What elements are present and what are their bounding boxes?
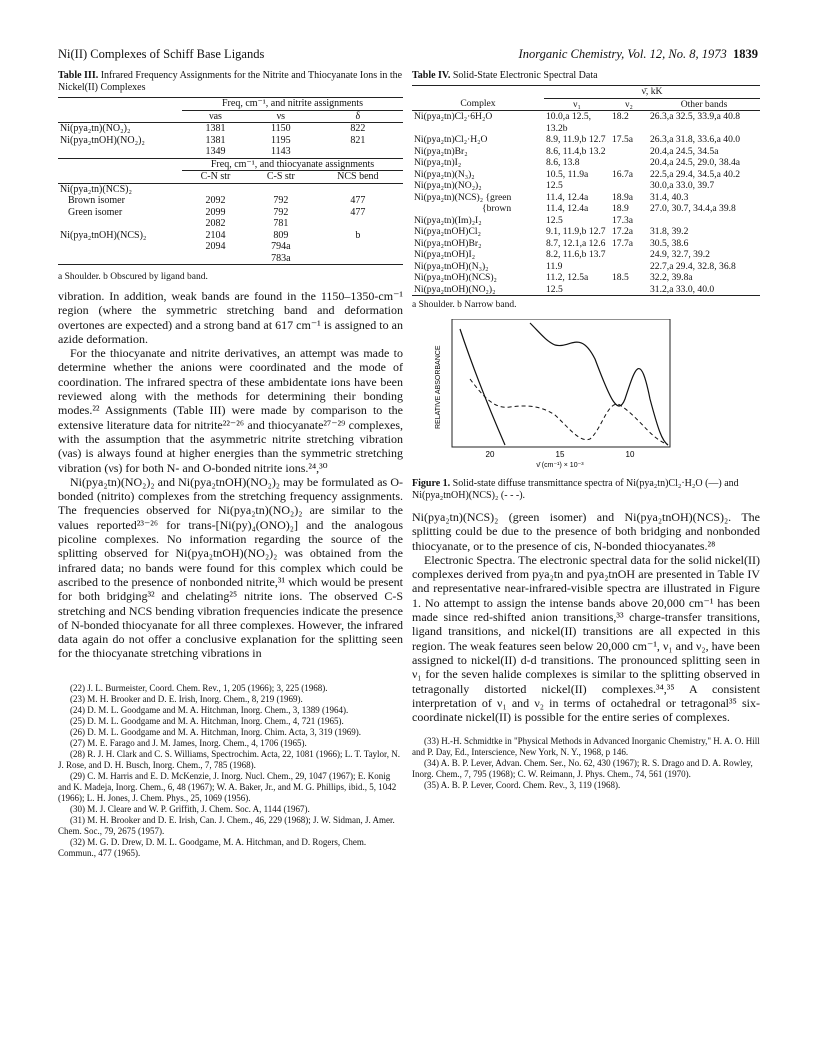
journal-citation: Inorganic Chemistry, Vol. 12, No. 8, 1973 — [518, 47, 727, 61]
figure1 — [412, 311, 760, 502]
table-cell — [610, 284, 648, 296]
table-row — [58, 123, 403, 135]
table-cell — [313, 183, 403, 195]
spectra-plot — [430, 319, 690, 469]
table-cell: 2094 — [205, 241, 226, 252]
table-row — [412, 215, 760, 227]
table4-unit-header: ν̄, kK — [544, 86, 760, 99]
reference: (33) H.-H. Schmidtke in "Physical Methods in Advanced Inorganic Chemistry," H. A. O. Hill and P. Day, Ed., Interscience, New York, N. Y., 1968, p 146. — [412, 736, 760, 758]
table-row — [412, 238, 760, 250]
table-row — [412, 249, 760, 261]
reference: (27) M. E. Farago and J. M. James, Inorg. Chem., 4, 1706 (1965). — [70, 737, 307, 748]
table-cell: Ni(pya₂tn)(NO₂)₂ — [414, 180, 482, 191]
table-row — [412, 169, 760, 181]
table-cell: Ni(pya₂tnOH)(NO₂)₂ — [60, 134, 145, 146]
table-cell: Ni(pya₂tn)(NCS)₂ {green — [414, 191, 512, 203]
table-cell: Ni(pya₂tnOH)(NCS)₂ — [60, 229, 147, 241]
table-cell: 809 — [273, 229, 289, 241]
running-header-title: Ni(II) Complexes of Schiff Base Ligands — [58, 47, 265, 61]
table-row — [58, 253, 403, 265]
table-cell: 1381 — [205, 123, 226, 134]
table-row — [58, 183, 403, 195]
table-cell: 11.9 — [546, 260, 563, 272]
table-cell: 10.0,a 12.5, 13.2b — [546, 111, 592, 134]
table-cell — [610, 249, 648, 261]
table4 — [412, 85, 760, 296]
table-cell: 2082 — [205, 218, 226, 229]
reference: (23) M. H. Brooker and D. E. Irish, Inorg. Chem., 8, 219 (1969). — [70, 693, 303, 704]
table-cell: b — [355, 229, 361, 241]
x-tick-20: 20 — [485, 450, 495, 459]
reference: (32) M. G. D. Drew, D. M. L. Goodgame, M. A. Hitchman, and D. Rogers, Chem. Commun., 477 (1965). — [58, 836, 367, 858]
table-cell: 792 — [273, 195, 289, 206]
right-column — [412, 70, 760, 791]
table-cell: Ni(pya₂tn)Cl₂·6H₂O — [414, 111, 493, 122]
table-cell: Ni(pya₂tn)(N₃)₂ — [414, 168, 475, 180]
table-cell: 11.2, 12.5a — [546, 272, 589, 283]
table-row — [412, 203, 760, 215]
paragraph: vibration. In addition, weak bands are found in the 1150–1350-cm⁻¹ region (where the symmetric stretching band and deformation overtones are expected) and a strong band at 617 cm⁻¹ is assigned to an azide deformation. — [58, 289, 403, 346]
right-references — [412, 736, 760, 791]
table-cell — [610, 261, 648, 273]
table-row — [58, 230, 403, 242]
table-cell: 32.2, 39.8a — [650, 272, 693, 283]
table-cell: 794a — [271, 241, 291, 252]
table-cell: 792 — [273, 206, 289, 218]
table-cell: 1150 — [271, 123, 291, 134]
table-cell: Green isomer — [68, 206, 123, 218]
table3-nitrite-header: Freq, cm⁻¹, and nitrite assignments — [182, 98, 403, 111]
table3 — [58, 97, 403, 265]
table-cell: 18.9 — [612, 203, 629, 214]
table-cell: Ni(pya₂tnOH)I₂ — [414, 249, 476, 260]
table4-title: Solid-State Electronic Spectral Data — [452, 70, 598, 81]
table-cell: Ni(pya₂tnOH)(NO₂)₂ — [414, 283, 496, 295]
table-cell: Ni(pya₂tn)Cl₂·H₂O — [414, 134, 488, 145]
table3-label: Table III. — [58, 70, 99, 81]
reference: (29) C. M. Harris and E. D. McKenzie, J. Inorg. Nucl. Chem., 29, 1047 (1967); E. Konig and K. Madeja, Inorg. Chem., 6, 48 (1967); W. A. Baker, Jr., and M. G. Phillips, ibid., 5, 1042 (1966); L. H. Jones, J. Chem. Phys., 25, 1069 (1956). — [58, 770, 397, 803]
left-references — [58, 683, 403, 859]
table-cell: 17.5a — [612, 134, 634, 145]
table-row — [412, 146, 760, 158]
table-cell: 18.9a — [612, 191, 634, 203]
page-number: 1839 — [733, 47, 758, 61]
table-cell: 2092 — [205, 195, 226, 206]
table-cell: 30.0,a 33.0, 39.7 — [650, 180, 715, 191]
paragraph: For the thiocyanate and nitrite derivatives, an attempt was made to determine whether the anions were coordinated and the mode of coordination. The infrared spectra of these ambidentate ions have been reviewed along with the methods for determining their bonding modes.²² Assignments (Table III) were made by comparison to the extensive literature data for nitrite²²⁻²⁶ and thiocyanate²⁷⁻²⁹ complexes, with the assumption that the asymmetric nitrite stretching vibration (νas) is always found at higher energies than the symmetric stretching vibration (νs) for both N- and O-bonded nitrite ions.²⁴,³⁰ — [58, 346, 403, 475]
table-cell — [58, 241, 182, 253]
table-cell: Ni(pya₂tn)(NCS)₂ — [60, 183, 132, 195]
table-cell: Brown isomer — [68, 195, 125, 206]
table-row — [412, 111, 760, 135]
table-cell: 8.9, 11.9,b 12.7 — [546, 134, 606, 145]
table-cell: 1143 — [271, 146, 291, 157]
left-column — [58, 70, 403, 859]
table-cell — [313, 253, 403, 265]
table3-col-nuas: νas — [209, 110, 222, 122]
table-row — [58, 135, 403, 147]
table-cell: Ni(pya₂tnOH)Br₂ — [414, 237, 482, 249]
table-cell — [610, 146, 648, 158]
table-cell: 9.1, 11.9,b 12.7 — [546, 226, 606, 237]
table-row — [412, 261, 760, 273]
table-cell: 26.3,a 32.5, 33.9,a 40.8 — [650, 111, 741, 122]
table-cell: 8.6, 13.8 — [546, 157, 580, 168]
paragraph: Ni(pya₂tn)(NO₂)₂ and Ni(pya₂tnOH)(NO₂)₂ may be formulated as O-bonded (nitrito) complexes from the stretching frequency assignments. The frequencies observed for Ni(pya₂tn)(NO₂)₂ are similar to the values reported²³⁻²⁶ for trans-[Ni(py)₄(ONO)₂] and the analogous picoline complexes. No information regarding the source of the splitting observed for Ni(pya₂tnOH)(NO₂)₂ was obtained from the infrared data; no bands were found for this complex which could be ascribed to the presence of nonbonded nitrite,³¹ which would be present for both bridging³² and chelating²⁵ nitrite ions. The observed C-S stretching and NCS bending vibration frequencies indicate the presence of N-bonded thiocyanate for all three complexes. However, the infrared data again do not offer a conclusive explanation for the splitting seen for the thiocyanate stretching vibrations in — [58, 474, 403, 661]
table-cell: 31.2,a 33.0, 40.0 — [650, 283, 715, 295]
table-row — [58, 195, 403, 207]
table-cell — [249, 183, 313, 195]
reference: (34) A. B. P. Lever, Advan. Chem. Ser., No. 62, 430 (1967); R. S. Drago and D. A. Rowley, Inorg. Chem., 7, 795 (1968); C. W. Reimann, J. Phys. Chem., 74, 561 (1970). — [412, 758, 753, 780]
running-header-journal — [519, 47, 758, 62]
table-cell: 20.4,a 24.5, 34.5a — [650, 145, 719, 157]
table3-caption — [58, 70, 403, 94]
reference: (28) R. J. H. Clark and C. S. Williams, Spectrochim. Acta, 22, 1081 (1966); L. T. Taylor, N. J. Rose, and D. H. Busch, Inorg. Chem., 7, 785 (1968). — [58, 748, 400, 770]
table3-col-ncs: NCS bend — [337, 171, 379, 182]
table-cell — [610, 157, 648, 169]
table-cell: 477 — [350, 206, 366, 218]
reference: (25) D. M. L. Goodgame and M. A. Hitchman, Inorg. Chem., 4, 721 (1965). — [70, 715, 344, 726]
reference: (30) M. J. Cleare and W. P. Griffith, J. Chem. Soc. A, 1144 (1967). — [70, 803, 310, 814]
paragraph: Ni(pya₂tn)(NCS)₂ (green isomer) and Ni(pya₂tnOH)(NCS)₂. The splitting could be due to the presence of both bridging and nonbonded thiocyanate, or to the presence of cis, N-bonded thiocyanates.²⁸ — [412, 510, 760, 553]
table4-col-complex: Complex — [460, 98, 496, 109]
table4-label: Table IV. — [412, 70, 451, 81]
table-cell: 17.7a — [612, 237, 634, 249]
table-row — [58, 146, 403, 158]
table-cell: 1349 — [205, 146, 226, 157]
x-tick-10: 10 — [625, 450, 635, 459]
table-cell: 8.2, 11.6,b 13.7 — [546, 249, 606, 260]
paragraph: Electronic Spectra. The electronic spectral data for the solid nickel(II) complexes derived from pya₂tn and pya₂tnOH are presented in Table IV and representative near-infrared-visible spectra are illustrated in Figure 1. No attempt to assign the intense bands above 20,000 cm⁻¹ has been made since red-shifted anion transitions,³³ charge-transfer transitions, ligand transitions, and nickel(II) transitions are all expected in this region. The weak features seen below 20,000 cm⁻¹, ν₁ and ν₂, have been assigned to nickel(II) d-d transitions. The pronounced splitting seen in ν₁ for the seven halide complexes is similar to the splitting observed in tetragonally distorted nickel(II) complexes.³⁴,³⁵ A consistent interpretation of ν₁ and ν₂ in terms of octahedral or tetragonal³⁵ six-coordinate nickel(II) is possible for the entire series of complexes. — [412, 552, 760, 725]
table3-col-nus: νs — [276, 110, 286, 122]
table-cell — [648, 215, 760, 227]
table-cell: Ni(pya₂tn)(NO₂)₂ — [60, 123, 131, 134]
table-cell: 18.2 — [612, 111, 629, 122]
table-cell — [58, 253, 182, 265]
table-cell — [182, 183, 249, 195]
figure1-caption — [412, 478, 760, 502]
table-cell: 26.3,a 31.8, 33.6,a 40.0 — [650, 134, 741, 145]
table-cell: 30.5, 38.6 — [650, 237, 689, 249]
table-row — [58, 241, 403, 253]
table-cell — [313, 146, 403, 158]
table-cell: 11.4, 12.4a — [546, 203, 589, 214]
table3-col-cs: C-S str — [266, 171, 295, 182]
left-body-text — [58, 289, 403, 661]
table-cell: 22.5,a 29.4, 34.5,a 40.2 — [650, 168, 741, 180]
table-cell: 31.4, 40.3 — [650, 191, 689, 203]
figure1-text: Solid-state diffuse transmittance spectra of Ni(pya₂tn)Cl₂·H₂O (—) and Ni(pya₂tnOH)(NCS)₂ (- - -). — [412, 478, 739, 501]
table-cell — [182, 253, 249, 265]
table-cell: 2099 — [205, 206, 226, 218]
table-cell: 781 — [273, 218, 289, 229]
table-cell: 783a — [271, 252, 291, 264]
table-cell: 12.5 — [546, 180, 563, 191]
table-cell: 18.5 — [612, 272, 629, 283]
table-row — [58, 218, 403, 230]
reference: (26) D. M. L. Goodgame and M. A. Hitchman, Inorg. Chim. Acta, 3, 319 (1969). — [70, 726, 362, 737]
table4-col-nu1: ν₁ — [573, 98, 581, 110]
table-cell: Ni(pya₂tnOH)Cl₂ — [414, 226, 481, 237]
table-cell: 12.5 — [546, 283, 563, 295]
table-row — [412, 157, 760, 169]
table-cell: 12.5 — [546, 214, 563, 226]
table-row — [412, 192, 760, 204]
table-cell: Ni(pya₂tnOH)(NCS)₂ — [414, 272, 497, 283]
x-tick-15: 15 — [555, 450, 565, 459]
x-axis-label: ν̄ (cm⁻¹) × 10⁻³ — [536, 462, 584, 469]
table-cell: 822 — [350, 123, 366, 134]
table-cell: {brown — [482, 203, 512, 214]
dashed-curve — [470, 379, 668, 445]
table4-footnote: a Shoulder. b Narrow band. — [412, 300, 517, 310]
table-cell — [610, 180, 648, 192]
table-cell: 16.7a — [612, 168, 634, 180]
table-row — [412, 272, 760, 284]
table-cell: 10.5, 11.9a — [546, 168, 589, 180]
table-cell: 8.7, 12.1,a 12.6 — [546, 237, 606, 249]
table-cell: Ni(pya₂tnOH)(N₃)₂ — [414, 260, 489, 272]
right-body-text — [412, 510, 760, 724]
table-cell: 11.4, 12.4a — [546, 191, 589, 203]
table-row — [58, 207, 403, 219]
table-cell: 1381 — [205, 134, 226, 146]
plot-frame — [452, 319, 670, 447]
table-cell: 1195 — [271, 134, 291, 146]
table-cell: 27.0, 30.7, 34.4,a 39.8 — [650, 203, 736, 214]
table-cell: 477 — [350, 195, 366, 206]
table4-col-other: Other bands — [680, 98, 728, 110]
table-row — [412, 284, 760, 296]
table3-thio-header: Freq, cm⁻¹, and thiocyanate assignments — [182, 158, 403, 171]
y-axis-label: RELATIVE ABSORBANCE — [435, 345, 442, 429]
table-cell: 22.7,a 29.4, 32.8, 36.8 — [650, 260, 736, 272]
reference: (31) M. H. Brooker and D. E. Irish, Can. J. Chem., 46, 229 (1968); J. W. Sidman, J. Amer. Chem. Soc., 79, 2675 (1957). — [58, 814, 395, 836]
table3-col-cn: C-N str — [200, 171, 231, 182]
table-row — [412, 226, 760, 238]
table-cell: 31.8, 39.2 — [650, 226, 689, 237]
reference: (24) D. M. L. Goodgame and M. A. Hitchman, Inorg. Chem., 3, 1389 (1964). — [70, 704, 349, 715]
table-cell — [58, 146, 182, 158]
table-cell: Ni(pya₂tn)(Im)₂I₂ — [414, 214, 482, 226]
table-cell: 2104 — [205, 229, 226, 241]
table4-caption — [412, 70, 760, 82]
table-cell: Ni(pya₂tn)I₂ — [414, 157, 462, 168]
table-cell: 17.2a — [612, 226, 634, 237]
figure1-label: Figure 1. — [412, 478, 451, 489]
reference: (22) J. L. Burmeister, Coord. Chem. Rev., 1, 205 (1966); 3, 225 (1968). — [70, 682, 328, 693]
table-cell: 821 — [350, 134, 366, 146]
table-row — [412, 180, 760, 192]
table-cell — [58, 218, 182, 230]
table4-col-nu2: ν₂ — [625, 98, 633, 110]
table-row — [412, 134, 760, 146]
table-cell: 17.3a — [612, 214, 634, 226]
table-cell: 24.9, 32.7, 39.2 — [650, 249, 710, 260]
table-cell — [313, 218, 403, 230]
table-cell: 20.4,a 24.5, 29.0, 38.4a — [650, 157, 741, 168]
reference: (35) A. B. P. Lever, Coord. Chem. Rev., 3, 119 (1968). — [424, 780, 621, 791]
table3-col-delta: δ — [355, 110, 361, 122]
table-cell: 8.6, 11.4,b 13.2 — [546, 145, 606, 157]
table3-footnote: a Shoulder. b Obscured by ligand band. — [58, 272, 208, 282]
table3-title: Infrared Frequency Assignments for the Nitrite and Thiocyanate Ions in the Nickel(II) Complexes — [58, 70, 403, 93]
table-cell: Ni(pya₂tn)Br₂ — [414, 145, 468, 157]
solid-curve-left — [460, 329, 505, 445]
table-cell — [313, 241, 403, 253]
